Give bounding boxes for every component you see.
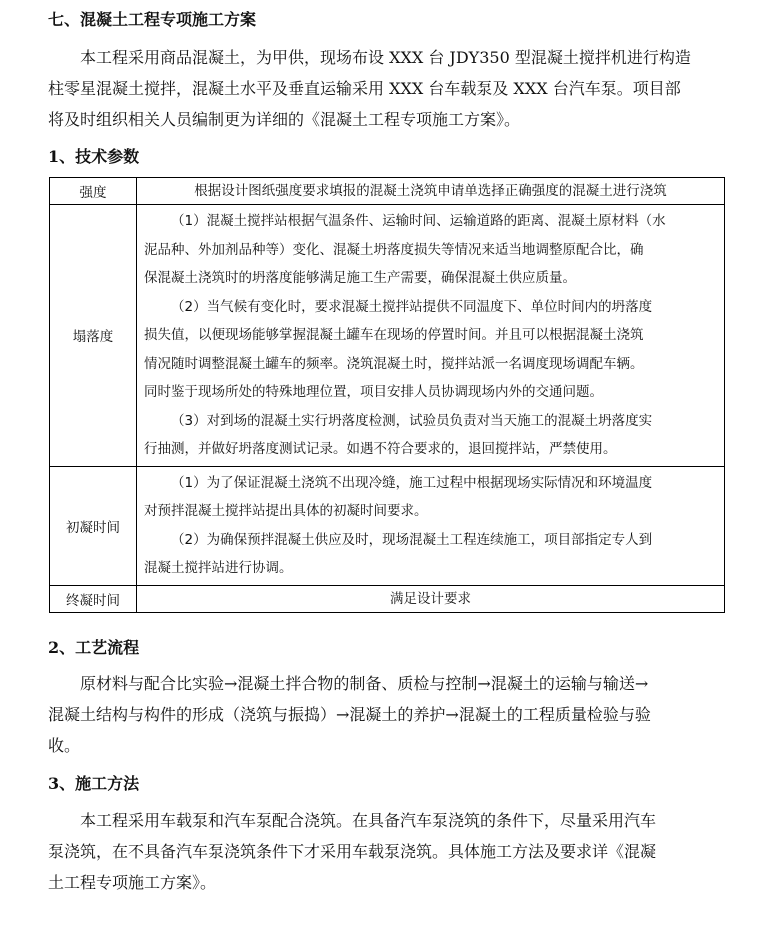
method-line: 土工程专项施工方案》。 bbox=[48, 873, 217, 892]
table-row bbox=[50, 466, 725, 585]
table-row bbox=[50, 178, 725, 205]
row-label: 终凝时间 bbox=[50, 585, 137, 612]
row-content bbox=[137, 205, 725, 467]
tech-params-table bbox=[49, 177, 725, 613]
content-line: 损失值，以便现场能够掌握混凝土罐车在现场的停置时间。并且可以根据混凝土浇筑 bbox=[144, 327, 644, 343]
strength-text: 根据设计图纸强度要求填报的混凝土浇筑申请单选择正确强度的混凝土进行浇筑 bbox=[194, 183, 667, 199]
tech-params-title: 1、技术参数 bbox=[48, 147, 140, 166]
content-line: （3）对到场的混凝土实行坍落度检测，试验员负责对当天施工的混凝土坍落度实 bbox=[171, 412, 653, 429]
content-line: （1）为了保证混凝土浇筑不出现冷缝，施工过程中根据现场实际情况和环境温度 bbox=[171, 474, 653, 491]
intro-line: 本工程采用商品混凝土，为甲供，现场布设 XXX 台 JDY350 型混凝土搅拌机进行构造 bbox=[80, 48, 691, 67]
content-line: （2）为确保预拌混凝土供应及时，现场混凝土工程连续施工，项目部指定专人到 bbox=[171, 531, 653, 548]
content-line: 同时鉴于现场所处的特殊地理位置，项目安排人员协调现场内外的交通问题。 bbox=[144, 384, 603, 400]
intro-line: 柱零星混凝土搅拌，混凝土水平及垂直运输采用 XXX 台车载泵及 XXX 台汽车泵。项目部 bbox=[48, 79, 681, 98]
table-row bbox=[50, 585, 725, 612]
content-line: （1）混凝土搅拌站根据气温条件、运输时间、运输道路的距离、混凝土原材料（水 bbox=[171, 213, 666, 229]
content-line: 保混凝土浇筑时的坍落度能够满足施工生产需要，确保混凝土供应质量。 bbox=[144, 270, 576, 286]
content-line: （2）当气候有变化时，要求混凝土搅拌站提供不同温度下、单位时间内的坍落度 bbox=[171, 298, 653, 315]
content-line: 对预拌混凝土搅拌站提出具体的初凝时间要求。 bbox=[144, 503, 428, 519]
content-line: 泥品种、外加剂品种等）变化、混凝土坍落度损失等情况来适当地调整原配合比，确 bbox=[144, 241, 644, 258]
process-line: 原材料与配合比实验→混凝土拌合物的制备、质检与控制→混凝土的运输与输送→ bbox=[80, 674, 649, 693]
process-paragraph bbox=[48, 668, 726, 761]
row-label: 强度 bbox=[50, 178, 137, 205]
row-content bbox=[137, 466, 725, 585]
content-line: 行抽测，并做好坍落度测试记录。如遇不符合要求的，退回搅拌站，严禁使用。 bbox=[144, 441, 617, 457]
content-line: 情况随时调整混凝土罐车的频率。浇筑混凝土时，搅拌站派一名调度现场调配车辆。 bbox=[144, 355, 644, 372]
row-label: 塌落度 bbox=[50, 205, 137, 467]
content-line: 混凝土搅拌站进行协调。 bbox=[144, 560, 293, 576]
method-line: 泵浇筑，在不具备汽车泵浇筑条件下才采用车载泵浇筑。具体施工方法及要求详《混凝 bbox=[48, 842, 657, 861]
row-content bbox=[137, 178, 725, 205]
method-paragraph bbox=[48, 805, 726, 898]
row-content bbox=[137, 585, 725, 612]
process-line: 混凝土结构与构件的形成（浇筑与振捣）→混凝土的养护→混凝土的工程质量检验与验 bbox=[48, 705, 651, 724]
process-line: 收。 bbox=[48, 736, 81, 755]
process-title: 2、工艺流程 bbox=[48, 638, 140, 657]
method-line: 本工程采用车载泵和汽车泵配合浇筑。在具备汽车泵浇筑的条件下，尽量采用汽车 bbox=[80, 811, 657, 830]
row-label: 初凝时间 bbox=[50, 466, 137, 585]
intro-paragraph bbox=[48, 42, 726, 135]
final-set-text: 满足设计要求 bbox=[390, 590, 471, 607]
section-title: 七、混凝土工程专项施工方案 bbox=[48, 10, 257, 29]
intro-line: 将及时组织相关人员编制更为详细的《混凝土工程专项施工方案》。 bbox=[48, 110, 521, 129]
table-row bbox=[50, 205, 725, 467]
method-title: 3、施工方法 bbox=[48, 774, 140, 793]
